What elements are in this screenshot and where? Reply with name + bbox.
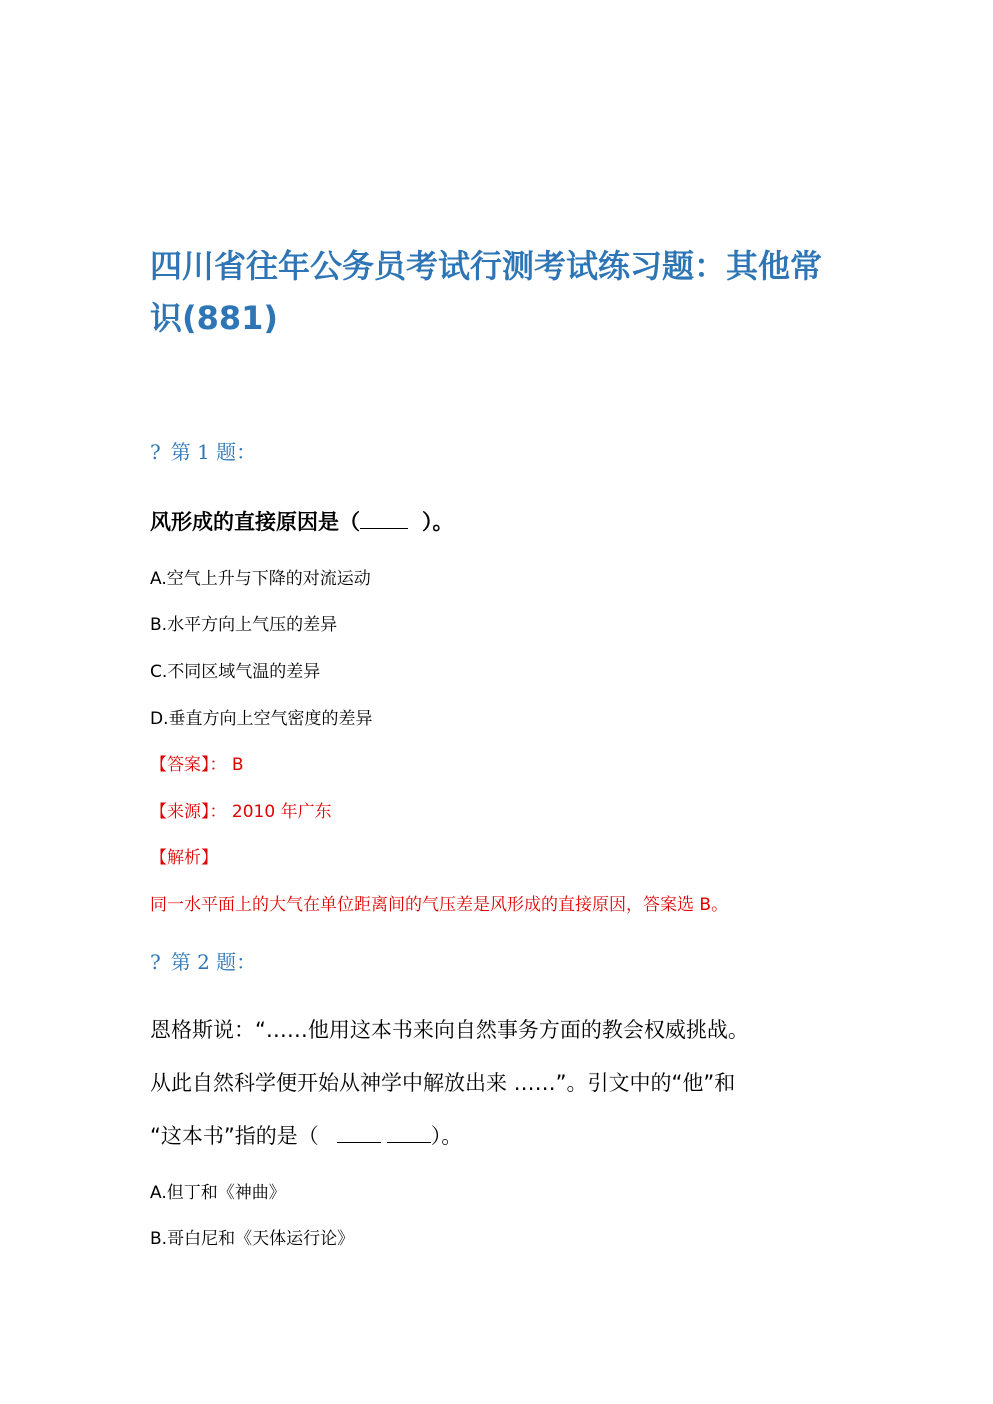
answer-blank — [360, 510, 408, 529]
source-line: 【来源】： 2010 年广东 — [150, 802, 332, 822]
option-c: C.不同区域气温的差异 — [150, 662, 321, 682]
question-number: 第 1 题： — [170, 440, 257, 464]
option-b: B.水平方向上气压的差异 — [150, 615, 338, 635]
option-a: A.空气上升与下降的对流运动 — [150, 569, 371, 589]
document-title: 四川省往年公务员考试行测考试练习题：其他常识(881) — [150, 247, 823, 337]
stem-line: “这本书”指的是（ ）。 — [150, 1124, 463, 1148]
option-d: D.垂直方向上空气密度的差异 — [150, 709, 373, 729]
question-stem-1 — [150, 507, 850, 537]
question-stem-2 — [150, 1004, 840, 1163]
stem-line: 恩格斯说：“……他用这本书来向自然事务方面的教会权威挑战。 — [150, 1018, 749, 1042]
option-a: A.但丁和《神曲》 — [150, 1183, 286, 1203]
question-mark-icon: ? — [150, 440, 161, 464]
question-mark-icon: ? — [150, 950, 161, 974]
answer-line: 【答案】： B — [150, 755, 244, 775]
question-header-1 — [150, 438, 256, 466]
question-header-2 — [150, 948, 256, 976]
stem-text-end: ）。 — [422, 510, 454, 534]
stem-text: 风形成的直接原因是（ — [150, 510, 360, 534]
analysis-label: 【解析】 — [150, 848, 218, 868]
analysis-text: 同一水平面上的大气在单位距离间的气压差是风形成的直接原因，答案选 B。 — [150, 895, 729, 915]
answer-blank — [337, 1124, 381, 1143]
option-b: B.哥白尼和《天体运行论》 — [150, 1229, 355, 1249]
answer-blank — [387, 1124, 431, 1143]
stem-line: 从此自然科学便开始从神学中解放出来 ……”。引文中的“他”和 — [150, 1071, 736, 1095]
question-number: 第 2 题： — [170, 950, 257, 974]
